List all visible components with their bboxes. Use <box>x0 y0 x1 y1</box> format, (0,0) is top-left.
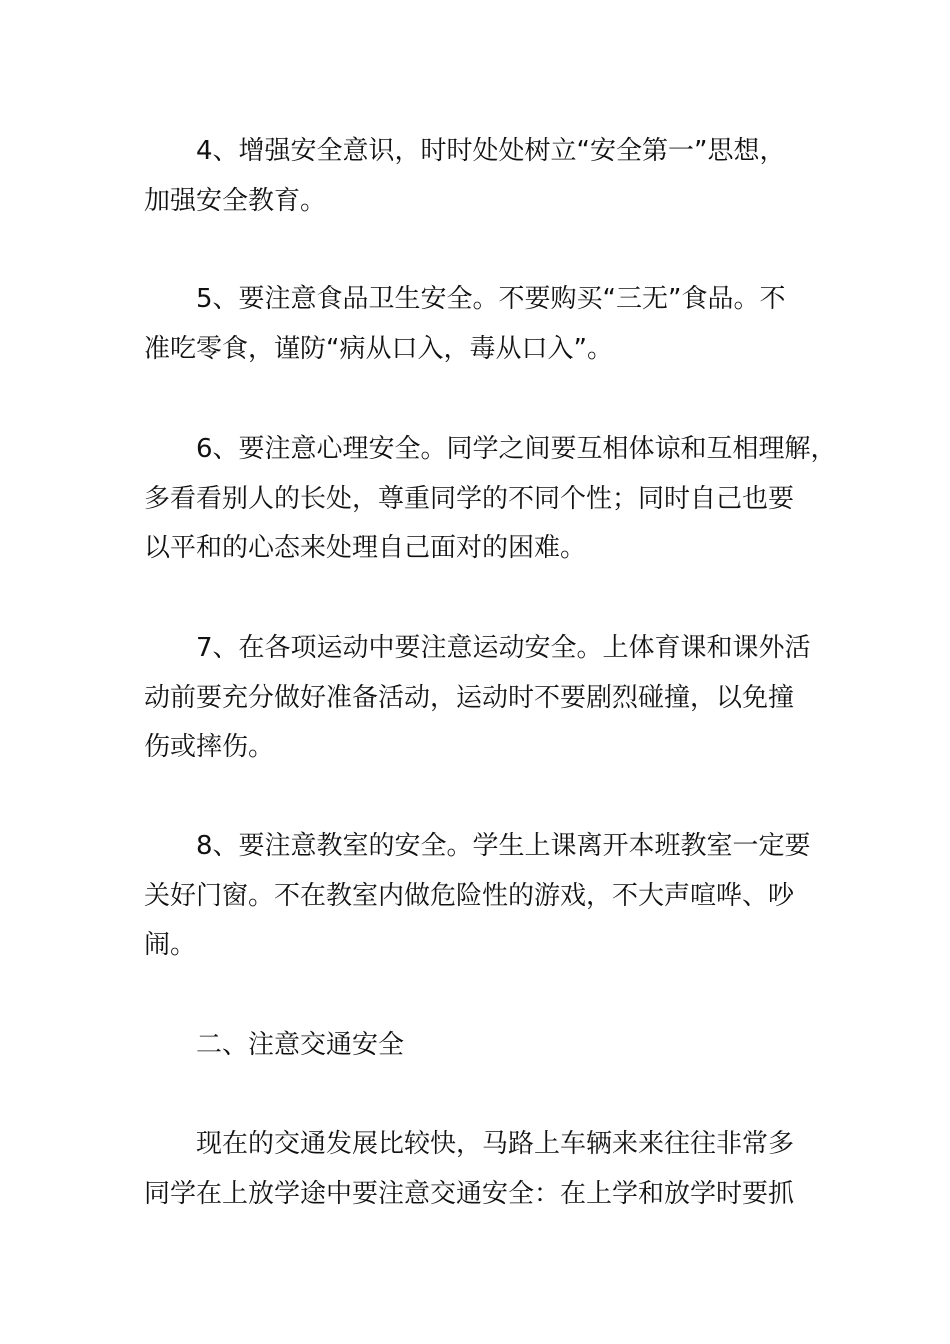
paragraph-line: 伤或摔伤。 <box>144 732 275 762</box>
paragraph-line: 8、要注意教室的安全。学生上课离开本班教室一定要 <box>196 831 811 861</box>
paragraph-line: 以平和的心态来处理自己面对的困难。 <box>144 533 587 563</box>
paragraph-item-5 <box>144 275 814 374</box>
paragraph-line: 动前要充分做好准备活动，运动时不要剧烈碰撞，以免撞 <box>144 682 795 713</box>
section-heading-text: 二、注意交通安全 <box>196 1030 405 1060</box>
paragraph-line: 闹。 <box>144 930 197 960</box>
paragraph-line: 4、增强安全意识，时时处处树立“安全第一”思想， <box>196 136 786 166</box>
paragraph-item-7 <box>144 624 814 773</box>
paragraph-line: 准吃零食，谨防“病从口入，毒从口入”。 <box>144 333 613 364</box>
paragraph-line: 关好门窗。不在教室内做危险性的游戏，不大声喧哗、吵 <box>144 880 795 911</box>
paragraph-item-6 <box>144 425 837 574</box>
paragraph-line: 现在的交通发展比较快，马路上车辆来来往往非常多 <box>196 1129 795 1159</box>
paragraph-line: 加强安全教育。 <box>144 185 327 216</box>
paragraph-item-8 <box>144 822 814 971</box>
paragraph-item-4 <box>144 127 814 226</box>
paragraph-line: 多看看别人的长处，尊重同学的不同个性；同时自己也要 <box>144 483 795 514</box>
paragraph-line: 5、要注意食品卫生安全。不要购买“三无”食品。不 <box>196 284 786 314</box>
paragraph-line: 7、在各项运动中要注意运动安全。上体育课和课外活 <box>196 633 811 663</box>
section-heading <box>144 1021 814 1071</box>
paragraph-line: 同学在上放学途中要注意交通安全：在上学和放学时要抓 <box>144 1178 795 1209</box>
paragraph-traffic-intro <box>144 1120 814 1219</box>
paragraph-line: 6、要注意心理安全。同学之间要互相体谅和互相理解， <box>196 434 837 464</box>
